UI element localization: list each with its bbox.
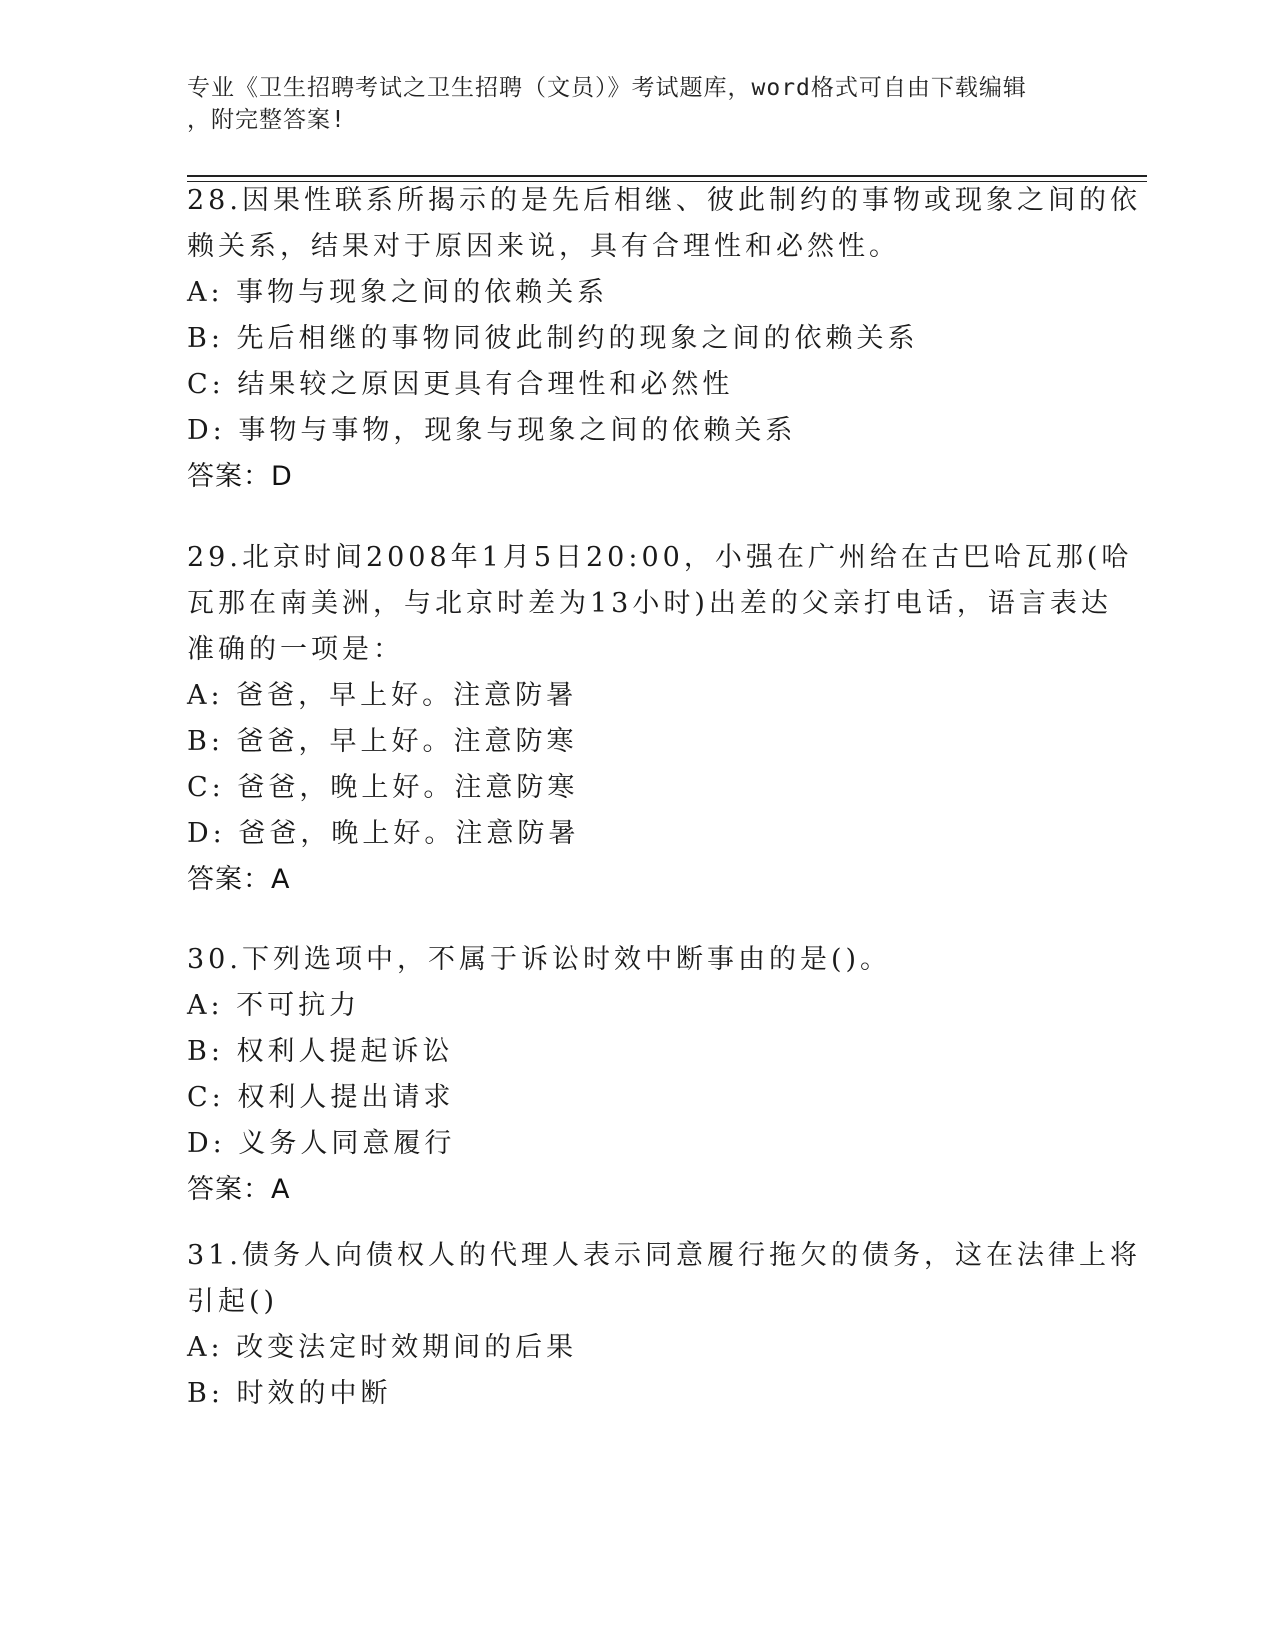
question-stem-line: 31.债务人向债权人的代理人表示同意履行拖欠的债务，这在法律上将 [187,1240,1141,1271]
option-b: B: 时效的中断 [187,1378,392,1409]
question-stem-line: 赖关系，结果对于原因来说，具有合理性和必然性。 [187,231,900,262]
header-rule-thick [187,175,1147,177]
question-28 [187,178,1141,500]
header-line-2: ，附完整答案! [187,107,346,133]
question-31 [187,1233,1141,1417]
option-c: C: 权利人提出请求 [187,1082,455,1113]
question-30 [187,937,1087,1213]
question-stem-line: 29.北京时间2008年1月5日20:00，小强在广州给在古巴哈瓦那(哈 [187,542,1133,573]
option-a: A: 不可抗力 [187,990,361,1021]
question-stem-line: 瓦那在南美洲，与北京时差为13小时)出差的父亲打电话，语言表达 [187,588,1112,619]
option-a: A: 爸爸，早上好。注意防暑 [187,680,578,711]
answer-label: 答案：A [187,1174,291,1205]
option-a: A: 改变法定时效期间的后果 [187,1332,578,1363]
option-c: C: 爸爸，晚上好。注意防寒 [187,772,579,803]
option-d: D: 义务人同意履行 [187,1128,456,1159]
option-b: B: 权利人提起诉讼 [187,1036,454,1067]
question-stem-line: 28.因果性联系所揭示的是先后相继、彼此制约的事物或现象之间的依 [187,185,1141,216]
option-d: D: 爸爸，晚上好。注意防暑 [187,818,580,849]
option-a: A: 事物与现象之间的依赖关系 [187,277,609,308]
option-b: B: 先后相继的事物同彼此制约的现象之间的依赖关系 [187,323,919,354]
option-b: B: 爸爸，早上好。注意防寒 [187,726,578,757]
document-header [187,72,1087,136]
answer-label: 答案：A [187,864,291,895]
question-stem-line: 准确的一项是： [187,634,404,665]
question-stem-line: 引起() [187,1286,279,1317]
answer-label: 答案：D [187,461,293,492]
header-line-1: 专业《卫生招聘考试之卫生招聘（文员）》考试题库，word格式可自由下载编辑 [187,75,1027,101]
question-stem-line: 30.下列选项中，不属于诉讼时效中断事由的是()。 [187,944,892,975]
question-29 [187,535,1133,903]
option-c: C: 结果较之原因更具有合理性和必然性 [187,369,734,400]
option-d: D: 事物与事物，现象与现象之间的依赖关系 [187,415,797,446]
